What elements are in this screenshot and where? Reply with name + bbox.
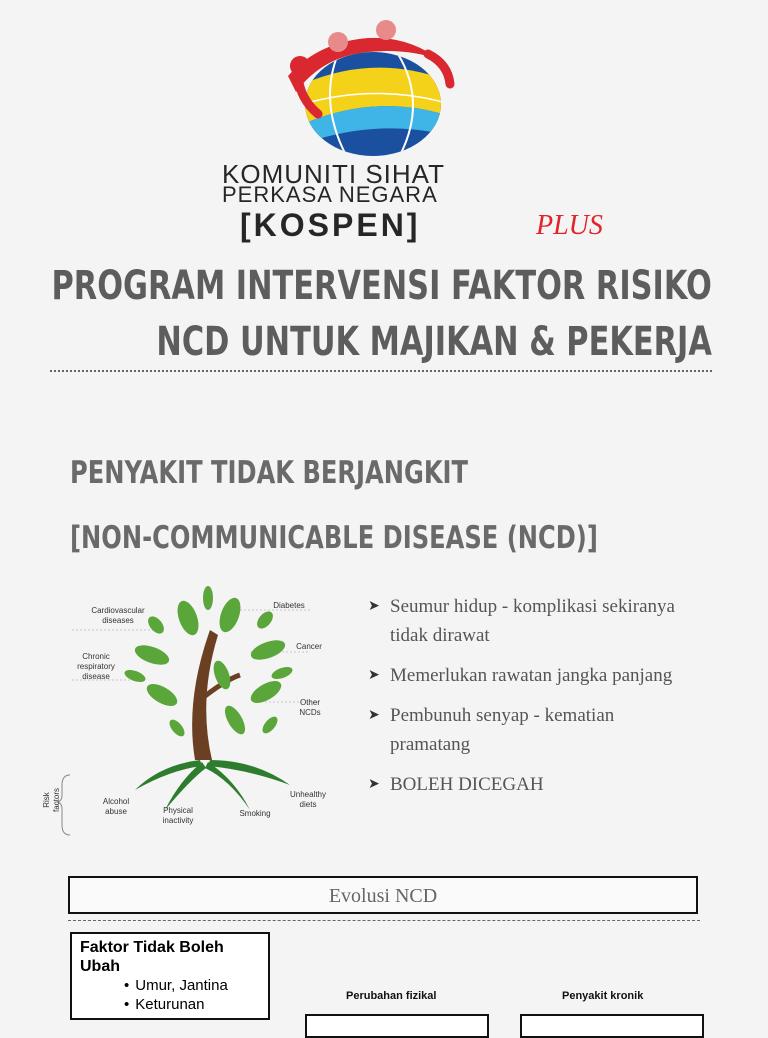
evolusi-title: Evolusi NCD: [328, 885, 438, 907]
list-item: • Umur, Jantina: [80, 976, 260, 995]
kospen-logo-emblem: [278, 14, 458, 164]
bullet-item: ➤ Seumur hidup - komplikasi sekiranya tidak dirawat: [368, 592, 688, 650]
box-title: Faktor Tidak Boleh Ubah: [80, 939, 224, 975]
main-title-line-2: NCD UNTUK MAJIKAN & PEKERJA: [156, 319, 712, 365]
list-item: • Keturunan: [80, 995, 260, 1014]
arrow-bullet-icon: ➤: [368, 599, 380, 614]
label-chronic-respiratory: Chronic respiratory disease: [77, 652, 115, 681]
heading-perubahan-fizikal: Perubahan fizikal: [346, 990, 437, 1002]
heading-penyakit-kronik: Penyakit kronik: [562, 990, 644, 1002]
label-risk-factors: Risk factors: [42, 788, 61, 813]
label-smoking: Smoking: [239, 809, 271, 818]
label-unhealthy-diets: Unhealthy diets: [289, 790, 327, 809]
ncd-bullet-list: [368, 592, 688, 810]
arrow-bullet-icon: ➤: [368, 708, 380, 723]
arrow-bullet-icon: ➤: [368, 777, 380, 792]
label-cardiovascular: Cardiovascular diseases: [91, 606, 145, 625]
logo-plus: PLUS: [536, 210, 603, 241]
fizikal-box: [305, 1014, 489, 1038]
arrow-bullet-icon: ➤: [368, 668, 380, 683]
bullet-item: ➤ Memerlukan rawatan jangka panjang: [368, 661, 688, 690]
faktor-tidak-boleh-ubah-box: [70, 932, 270, 1020]
bullet-item: ➤ Pembunuh senyap - kematian pramatang: [368, 701, 688, 759]
kronik-box: [520, 1014, 704, 1038]
dashed-divider: [68, 920, 700, 921]
label-other-ncds: Other NCDs: [299, 698, 321, 717]
bullet-item: ➤ BOLEH DICEGAH: [368, 770, 688, 799]
label-physical-inactivity: Physical inactivity: [162, 806, 194, 825]
logo-kospen: [KOSPEN]: [240, 207, 421, 243]
main-title-line-1: PROGRAM INTERVENSI FAKTOR RISIKO: [51, 263, 712, 309]
logo-line-2: PERKASA NEGARA: [222, 182, 438, 207]
evolusi-header-box: [68, 876, 698, 914]
logo-line-1: KOMUNITI SIHAT: [222, 159, 445, 189]
section-heading: PENYAKIT TIDAK BERJANGKIT: [70, 455, 469, 491]
label-alcohol-abuse: Alcohol abuse: [102, 797, 130, 816]
label-diabetes: Diabetes: [273, 601, 305, 610]
label-cancer: Cancer: [296, 642, 322, 651]
section-heading-english: [NON-COMMUNICABLE DISEASE (NCD)]: [70, 520, 598, 556]
dotted-divider: [50, 370, 712, 372]
